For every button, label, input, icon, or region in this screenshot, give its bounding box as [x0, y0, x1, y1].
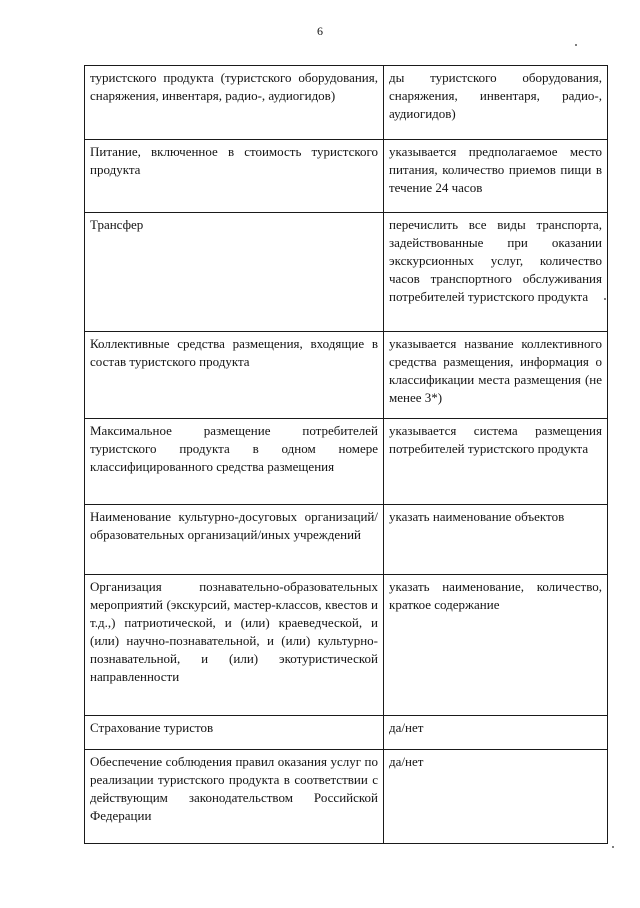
row-description-cell: перечислить все виды транспорта, задействованные при оказании экскурсионных услуг, количество часов транспортного обслуживания потребителей туристского продукта — [384, 213, 608, 332]
row-description-cell: указывается предполагаемое место питания, количество приемов пищи в течение 24 часов — [384, 140, 608, 213]
row-parameter-cell: Максимальное размещение потребителей туристского продукта в одном номере классифицированного средства размещения — [85, 419, 384, 505]
table-row — [85, 140, 608, 213]
row-description-cell: указывается система размещения потребителей туристского продукта — [384, 419, 608, 505]
page-number: 6 — [317, 24, 323, 38]
row-description-cell: указать наименование, количество, краткое содержание — [384, 575, 608, 716]
table-row — [85, 66, 608, 140]
scan-speck — [612, 846, 614, 848]
row-description-cell: указать наименование объектов — [384, 505, 608, 575]
row-parameter-cell: Питание, включенное в стоимость туристского продукта — [85, 140, 384, 213]
table-row — [85, 575, 608, 716]
row-description-cell: да/нет — [384, 716, 608, 750]
row-parameter-cell: Трансфер — [85, 213, 384, 332]
table-row — [85, 716, 608, 750]
table-row — [85, 505, 608, 575]
row-parameter-cell: Страхование туристов — [85, 716, 384, 750]
row-description-cell: указывается название коллективного средства размещения, информация о классификации места размещения (не менее 3*) — [384, 332, 608, 419]
row-parameter-cell: Наименование культурно-досуговых организаций/образовательных организаций/иных учреждений — [85, 505, 384, 575]
requirements-table — [84, 65, 608, 844]
row-description-cell: ды туристского оборудования, снаряжения, инвентаря, радио-, аудиогидов) — [384, 66, 608, 140]
table-row — [85, 332, 608, 419]
row-parameter-cell: Организация познавательно-образовательных мероприятий (экскурсий, мастер-классов, квестов и т.д.,) патриотической, и (или) краеведческой, и (или) научно-познавательной, и (или) культурно-познавательной, и (или) экотуристической направленности — [85, 575, 384, 716]
row-description-cell: да/нет — [384, 750, 608, 844]
row-parameter-cell: Коллективные средства размещения, входящие в состав туристского продукта — [85, 332, 384, 419]
table-row — [85, 750, 608, 844]
scan-speck — [575, 44, 577, 46]
table-row — [85, 213, 608, 332]
row-parameter-cell: Обеспечение соблюдения правил оказания услуг по реализации туристского продукта в соответствии с действующим законодательством Российской Федерации — [85, 750, 384, 844]
table-row — [85, 419, 608, 505]
scan-speck — [604, 298, 606, 300]
row-parameter-cell: туристского продукта (туристского оборудования, снаряжения, инвентаря, радио-, аудиогидов) — [85, 66, 384, 140]
